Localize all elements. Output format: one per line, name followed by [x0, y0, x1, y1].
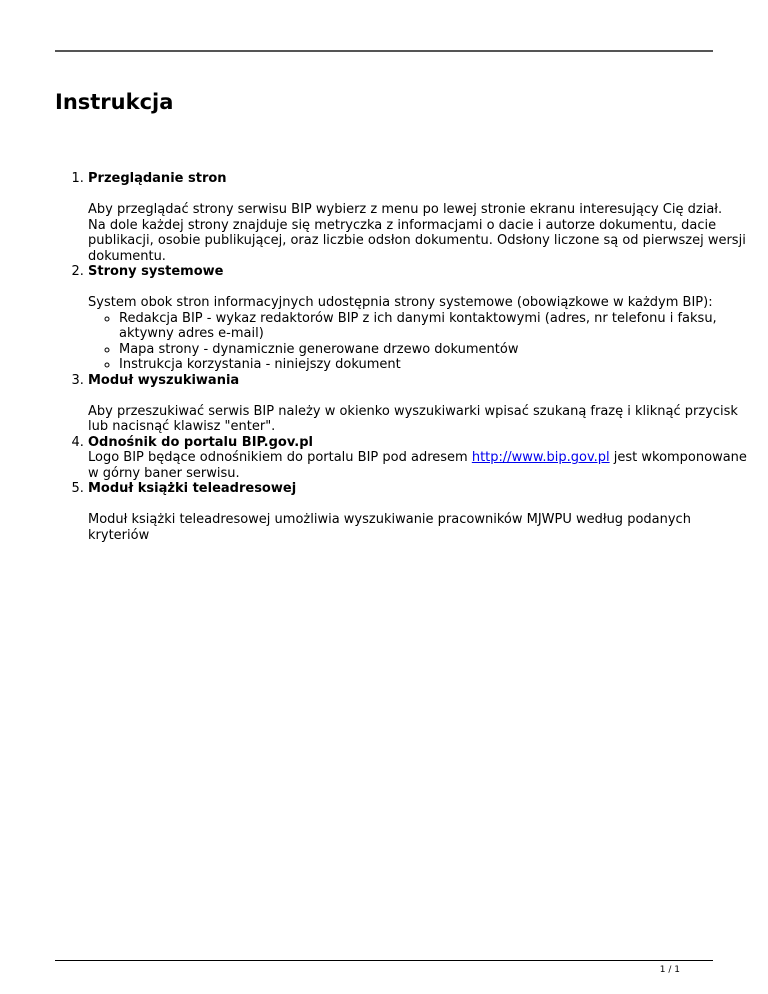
bip-portal-link[interactable]: http://www.bip.gov.pl: [471, 450, 610, 465]
footer-rule: [55, 960, 713, 961]
item-title: 4. Odnośnik do portalu BIP.gov.pl: [88, 434, 313, 450]
system-pages-list: [88, 311, 748, 373]
page-number: 1 / 1: [659, 965, 680, 975]
list-item: [88, 481, 748, 543]
sub-list-item: ◦ Mapa strony - dynamicznie generowane drzewo dokumentów: [119, 342, 748, 358]
page-title: Instrukcja: [55, 90, 174, 114]
list-item: [88, 171, 748, 264]
item-title: 1. Przeglądanie stron: [88, 171, 227, 186]
item-paragraph: [88, 450, 748, 481]
sub-list-item: ◦ Instrukcja korzystania - niniejszy dokument: [119, 357, 748, 373]
item-paragraph: Aby przeszukiwać serwis BIP należy w okienko wyszukiwarki wpisać szukaną frazę i kliknąć przycisk lub nacisnąć klawisz "enter".: [88, 403, 738, 434]
instructions-list: [55, 171, 748, 543]
item-paragraph: Aby przeglądać strony serwisu BIP wybierz z menu po lewej stronie ekranu interesujący Cię dział.: [88, 202, 723, 217]
item-title: 3. Moduł wyszukiwania: [88, 372, 240, 388]
list-item: [88, 435, 748, 482]
sub-list-item: ◦ Redakcja BIP - wykaz redaktorów BIP z ich danymi kontaktowymi (adres, nr telefonu i faksu, aktywny adres e-mail): [119, 311, 748, 342]
text-before-link: Logo BIP będące odnośnikiem do portalu BIP pod adresem: [88, 450, 472, 465]
list-item: [88, 264, 748, 373]
item-paragraph: Moduł książki teleadresowej umożliwia wyszukiwanie pracowników MJWPU według podanych kryteriów: [88, 512, 691, 543]
item-paragraph: Na dole każdej strony znajduje się metryczka z informacjami o dacie i autorze dokumentu, dacie publikacji, osobie publikującej, oraz liczbie odsłon dokumentu. Odsłony liczone są od pierwszej wersji dokumentu.: [88, 217, 746, 264]
item-title: 5. Moduł książki teleadresowej: [88, 481, 297, 496]
item-paragraph: System obok stron informacyjnych udostępnia strony systemowe (obowiązkowe w każdym BIP):: [88, 295, 713, 310]
list-item: [88, 373, 748, 435]
text-after-link: jest wkomponowane w górny baner serwisu.: [88, 450, 747, 481]
item-title: 2. Strony systemowe: [88, 264, 224, 279]
header-rule: [55, 50, 713, 52]
